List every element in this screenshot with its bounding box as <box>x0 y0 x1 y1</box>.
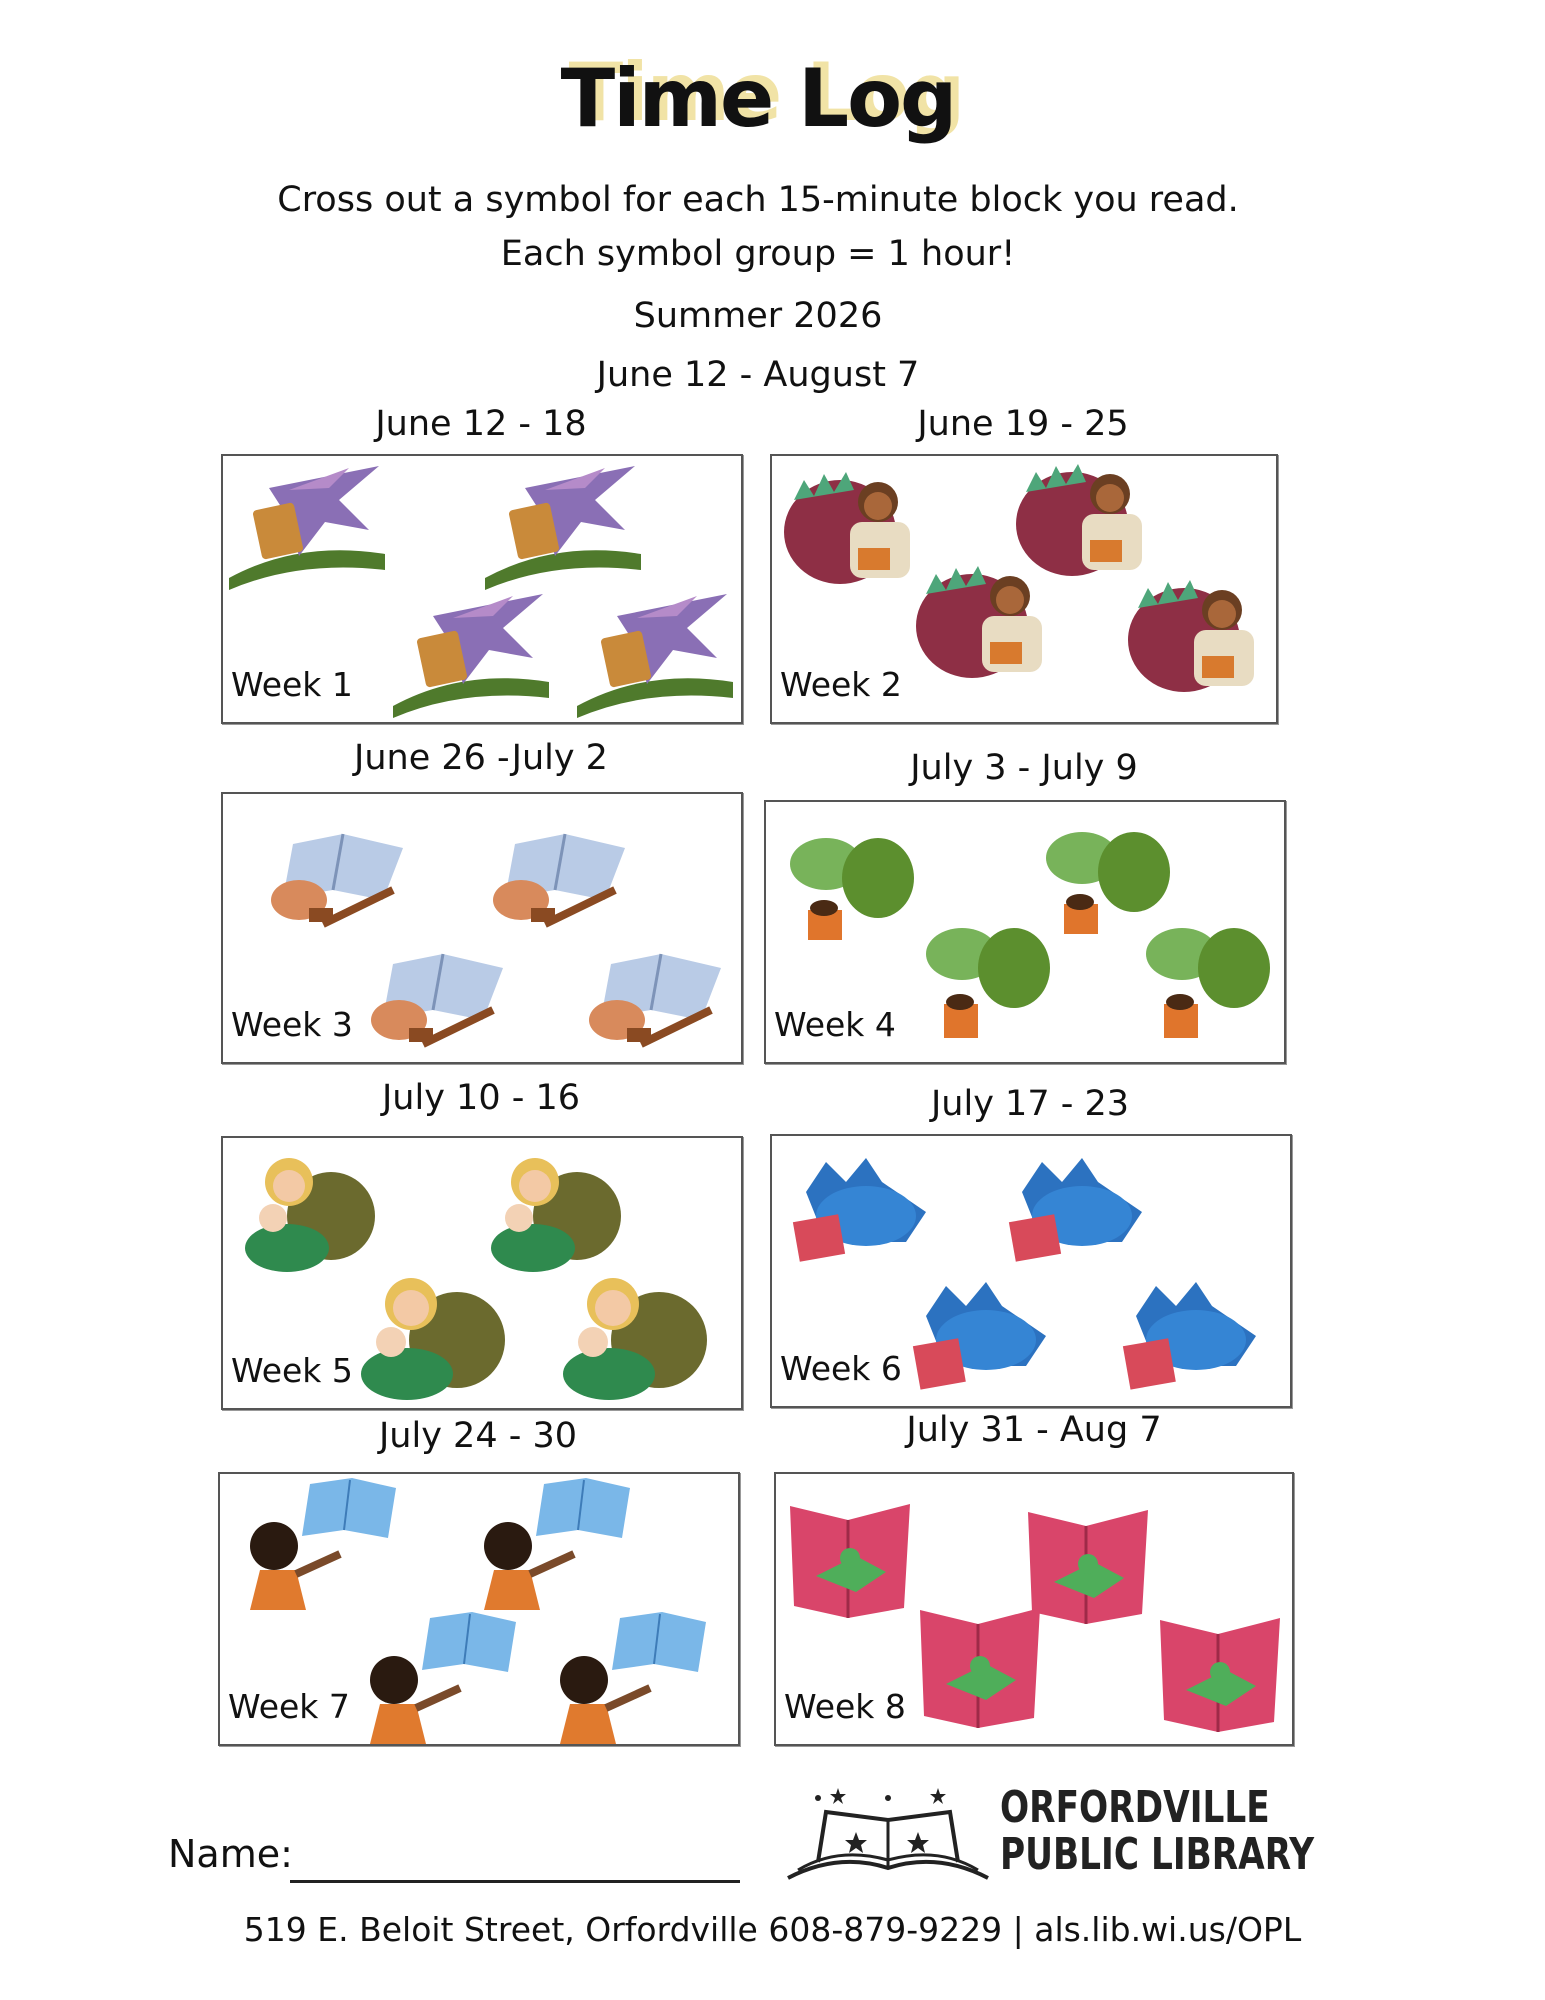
green-dinosaurs-icon[interactable] <box>780 828 920 948</box>
week-4-box[interactable] <box>764 800 1286 1064</box>
name-label: Name: <box>168 1832 293 1876</box>
child-with-book-icon[interactable] <box>474 1474 644 1610</box>
week-7-box[interactable] <box>218 1472 740 1746</box>
book-fossil-icon[interactable] <box>485 814 635 934</box>
week-2-box[interactable] <box>770 454 1278 724</box>
week-7-label: Week 7 <box>228 1687 350 1726</box>
girl-baby-dinosaur-icon[interactable] <box>237 1152 377 1278</box>
week-8-label: Week 8 <box>784 1687 906 1726</box>
triceratops-icon[interactable] <box>786 1152 936 1268</box>
week-5-label: Week 5 <box>231 1351 353 1390</box>
week-4-label: Week 4 <box>774 1005 896 1044</box>
instruction-line-1: Cross out a symbol for each 15-minute block you read. <box>277 180 1239 220</box>
stegosaurus-icon[interactable] <box>912 554 1062 684</box>
week-8-range: July 31 - Aug 7 <box>906 1410 1162 1450</box>
book-fossil-icon[interactable] <box>581 934 731 1054</box>
triceratops-icon[interactable] <box>906 1276 1056 1396</box>
week-6-range: July 17 - 23 <box>930 1084 1130 1124</box>
week-5-box[interactable] <box>221 1136 743 1410</box>
library-logo-icon <box>778 1782 1004 1892</box>
season-label: Summer 2026 <box>633 296 883 336</box>
week-4-range: July 3 - July 9 <box>910 748 1138 788</box>
name-input-line[interactable] <box>290 1880 740 1883</box>
child-with-book-icon[interactable] <box>240 1474 410 1610</box>
girl-baby-dinosaur-icon[interactable] <box>551 1272 711 1404</box>
crocodile-book-icon[interactable] <box>786 1496 916 1620</box>
week-5-range: July 10 - 16 <box>381 1078 581 1118</box>
week-3-range: June 26 -July 2 <box>354 738 608 778</box>
library-name <box>1000 1784 1314 1878</box>
green-dinosaurs-icon[interactable] <box>916 918 1056 1048</box>
pterodactyl-icon[interactable] <box>485 460 645 590</box>
stegosaurus-icon[interactable] <box>1124 568 1274 698</box>
pterodactyl-icon[interactable] <box>577 588 737 718</box>
girl-baby-dinosaur-icon[interactable] <box>349 1272 509 1404</box>
triceratops-icon[interactable] <box>1116 1276 1266 1396</box>
crocodile-book-icon[interactable] <box>1156 1610 1286 1734</box>
week-2-label: Week 2 <box>780 665 902 704</box>
week-1-box[interactable] <box>221 454 743 724</box>
week-2-range: June 19 - 25 <box>917 404 1129 444</box>
instruction-line-2: Each symbol group = 1 hour! <box>500 234 1016 274</box>
crocodile-book-icon[interactable] <box>916 1600 1046 1730</box>
week-3-label: Week 3 <box>231 1005 353 1044</box>
week-1-label: Week 1 <box>231 665 353 704</box>
week-6-label: Week 6 <box>780 1349 902 1388</box>
girl-baby-dinosaur-icon[interactable] <box>483 1152 623 1278</box>
library-address: 519 E. Beloit Street, Orfordville 608-879-9229 | als.lib.wi.us/OPL <box>243 1910 1302 1949</box>
week-8-box[interactable] <box>774 1472 1294 1746</box>
pterodactyl-icon[interactable] <box>229 460 389 590</box>
book-fossil-icon[interactable] <box>263 814 413 934</box>
child-with-book-icon[interactable] <box>360 1608 530 1744</box>
stegosaurus-icon[interactable] <box>780 460 930 590</box>
green-dinosaurs-icon[interactable] <box>1136 918 1276 1048</box>
library-name-line-1: ORFORDVILLE <box>1000 1782 1270 1833</box>
date-range: June 12 - August 7 <box>596 355 920 395</box>
library-name-line-2: PUBLIC LIBRARY <box>1000 1829 1315 1880</box>
book-fossil-icon[interactable] <box>363 934 513 1054</box>
child-with-book-icon[interactable] <box>550 1608 720 1744</box>
week-7-range: July 24 - 30 <box>378 1416 578 1456</box>
week-6-box[interactable] <box>770 1134 1292 1408</box>
page-title: Time Log <box>560 52 956 145</box>
triceratops-icon[interactable] <box>1002 1152 1152 1268</box>
week-3-box[interactable] <box>221 792 743 1064</box>
pterodactyl-icon[interactable] <box>393 588 553 718</box>
week-1-range: June 12 - 18 <box>375 404 587 444</box>
